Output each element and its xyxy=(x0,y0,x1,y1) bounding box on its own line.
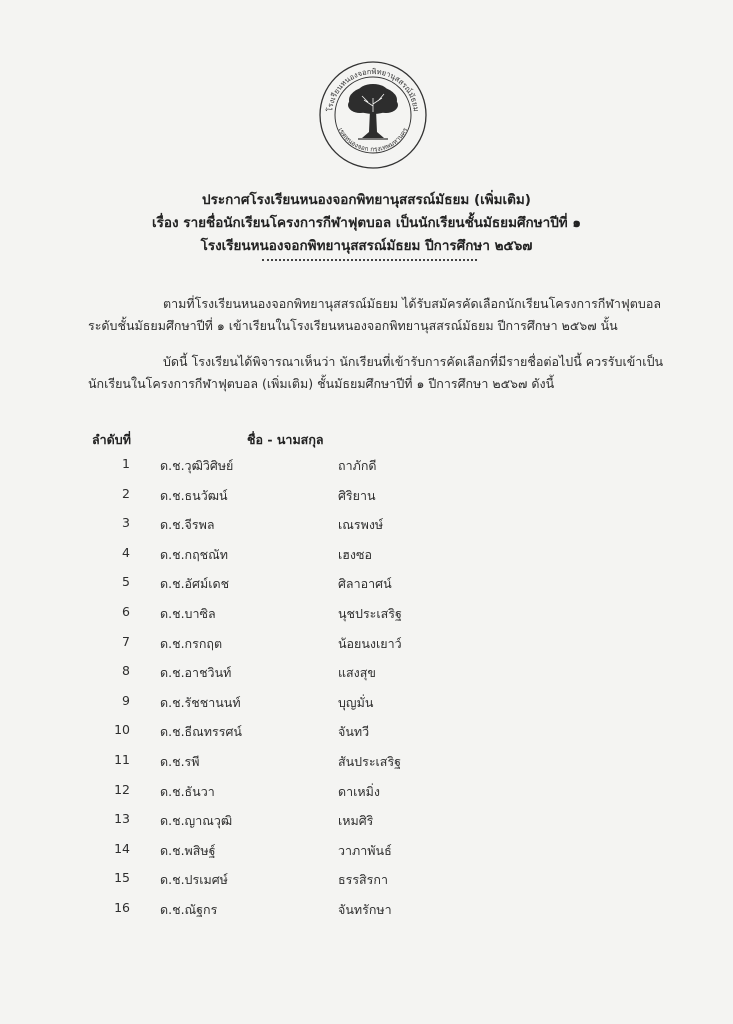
row-number: 10 xyxy=(114,722,130,738)
student-last-name: เฮงซอ xyxy=(338,546,372,562)
announcement-subject: เรื่อง รายชื่อนักเรียนโครงการกีฬาฟุตบอล เป็นนักเรียนชั้นมัธยมศึกษาปีที่ ๑ xyxy=(152,215,581,231)
student-first-name: ด.ช.ธีณทรรศน์ xyxy=(160,724,242,740)
table-row xyxy=(0,634,733,654)
row-number: 7 xyxy=(122,633,130,649)
table-row xyxy=(0,693,733,713)
student-last-name: จันทวี xyxy=(338,724,370,740)
student-last-name: ศิลาอาศน์ xyxy=(338,576,392,592)
announcement-title: ประกาศโรงเรียนหนองจอกพิทยานุสสรณ์มัธยม (เพิ่มเติม) xyxy=(202,192,531,208)
student-last-name: เณรพงษ์ xyxy=(338,517,384,533)
student-last-name: ศิริยาน xyxy=(338,487,376,503)
table-row xyxy=(0,574,733,594)
student-last-name: ธรรสิรกา xyxy=(338,872,388,888)
paragraph-1-line-2: ระดับชั้นมัธยมศึกษาปีที่ ๑ เข้าเรียนในโรงเรียนหนองจอกพิทยานุสสรณ์มัธยม ปีการศึกษา ๒๕๖๗ นั้น xyxy=(88,318,618,333)
row-number: 12 xyxy=(114,781,130,797)
student-last-name: แสงสุข xyxy=(338,665,376,681)
table-row xyxy=(0,604,733,624)
student-first-name: ด.ช.จีรพล xyxy=(160,517,215,533)
student-last-name: ถาภักดี xyxy=(338,458,377,473)
column-header-name: ชื่อ - นามสกุล xyxy=(247,432,324,447)
school-seal-logo xyxy=(318,60,428,170)
student-first-name: ด.ช.กรกฤต xyxy=(160,635,223,651)
column-header-number: ลำดับที่ xyxy=(92,432,131,447)
student-first-name: ด.ช.อัศม์เดช xyxy=(160,576,230,592)
table-row xyxy=(0,752,733,772)
announcement-school-year: โรงเรียนหนองจอกพิทยานุสสรณ์มัธยม ปีการศึกษา ๒๕๖๗ xyxy=(200,238,533,254)
svg-text:เขตหนองจอก กรุงเทพมหานคร: เขตหนองจอก กรุงเทพมหานคร xyxy=(336,126,410,154)
student-last-name: สันประเสริฐ xyxy=(338,754,402,769)
student-first-name: ด.ช.รพี xyxy=(160,754,200,769)
row-number: 15 xyxy=(114,870,130,886)
table-row xyxy=(0,663,733,683)
student-first-name: ด.ช.ปรเมศษ์ xyxy=(160,872,228,888)
row-number: 13 xyxy=(114,811,130,827)
student-first-name: ด.ช.ณัฐกร xyxy=(160,902,218,917)
paragraph-2-line-2: นักเรียนในโครงการกีฬาฟุตบอล (เพิ่มเติม) ชั้นมัธยมศึกษาปีที่ ๑ ปีการศึกษา ๒๕๖๗ ดังนี้ xyxy=(88,376,555,391)
student-last-name: นุชประเสริฐ xyxy=(338,606,402,621)
student-first-name: ด.ช.ญาณวุฒิ xyxy=(160,813,233,829)
table-row xyxy=(0,545,733,565)
student-first-name: ด.ช.พสิษฐ์ xyxy=(160,842,216,858)
table-row xyxy=(0,841,733,861)
student-first-name: ด.ช.กฤชณัท xyxy=(160,546,229,562)
row-number: 9 xyxy=(122,692,130,708)
student-last-name: เหมศิริ xyxy=(338,813,374,829)
row-number: 8 xyxy=(122,663,130,679)
student-last-name: บุญมั่น xyxy=(338,694,374,710)
table-row xyxy=(0,811,733,831)
table-row xyxy=(0,456,733,476)
row-number: 4 xyxy=(122,544,130,560)
row-number: 11 xyxy=(114,752,130,767)
row-number: 16 xyxy=(114,900,130,915)
dotted-divider xyxy=(262,259,477,261)
student-first-name: ด.ช.รัชชานนท์ xyxy=(160,694,241,710)
row-number: 3 xyxy=(122,515,130,531)
student-first-name: ด.ช.อาชวินท์ xyxy=(160,665,232,681)
paragraph-2-line-1: บัดนี้ โรงเรียนได้พิจารณาเห็นว่า นักเรียนที่เข้ารับการคัดเลือกที่มีรายชื่อต่อไปนี้ ควรรับเข้าเป็น xyxy=(163,354,664,369)
row-number: 2 xyxy=(122,485,130,501)
table-row xyxy=(0,515,733,535)
paragraph-1-line-1: ตามที่โรงเรียนหนองจอกพิทยานุสสรณ์มัธยม ได้รับสมัครคัดเลือกนักเรียนโครงการกีฬาฟุตบอล xyxy=(163,296,661,311)
student-first-name: ด.ช.บาซิล xyxy=(160,606,216,621)
student-last-name: จันทรักษา xyxy=(338,902,392,917)
table-row xyxy=(0,900,733,920)
table-row xyxy=(0,870,733,890)
student-last-name: น้อยนงเยาว์ xyxy=(338,635,402,651)
row-number: 1 xyxy=(122,456,130,471)
row-number: 5 xyxy=(122,574,130,590)
student-first-name: ด.ช.ธันวา xyxy=(160,783,215,799)
student-last-name: ดาเหมิ่ง xyxy=(338,783,380,799)
student-first-name: ด.ช.ธนวัฒน์ xyxy=(160,487,228,503)
row-number: 14 xyxy=(114,840,130,856)
svg-text:โรงเรียนหนองจอกพิทยานุสสรณ์มัธ: โรงเรียนหนองจอกพิทยานุสสรณ์มัธยม xyxy=(325,66,421,113)
table-row xyxy=(0,782,733,802)
student-last-name: วาภาพันธ์ xyxy=(338,842,392,858)
table-row xyxy=(0,486,733,506)
table-row xyxy=(0,722,733,742)
student-first-name: ด.ช.วุฒิวิศิษย์ xyxy=(160,458,234,473)
row-number: 6 xyxy=(122,604,130,619)
